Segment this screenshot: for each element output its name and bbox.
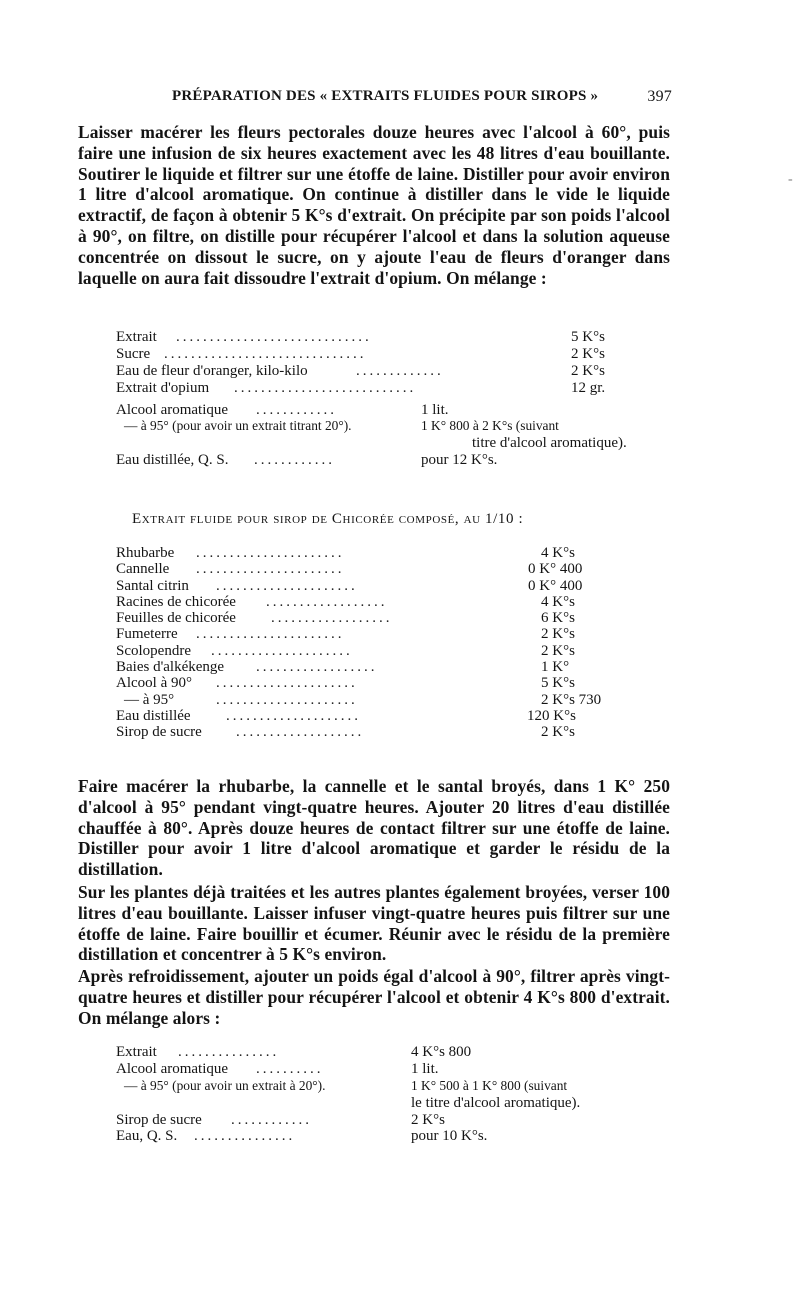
- formula-3-row: [116, 1061, 636, 1078]
- paragraph-1-text: Laisser macérer les fleurs pectorales douze heures avec l'alcool à 60°, puis faire une infusion de six heures exactement avec les 48 litres d'eau bouillante. Soutirer le liquide et filtrer sur une étoffe de laine. Distiller pour avoir environ 1 litre d'alcool aromatique. On continue à distiller dans le vide le liquide extractif, de façon à obtenir 5 K°s d'extrait. On précipite par son poids l'alcool à 90°, on filtre, on distille pour récupérer l'alcool et dans la solution aqueuse concentrée on dissout le sucre, on y ajoute l'eau de fleurs d'oranger dans laquelle on aura fait dissoudre l'extrait d'opium. On mélange :: [78, 122, 670, 288]
- formula-3-label: — à 95° (pour avoir un extrait à 20°).: [124, 1077, 326, 1093]
- leader-dots: ......................: [196, 561, 345, 578]
- leader-dots: .....................: [211, 642, 353, 659]
- formula-3-extra: le titre d'alcool aromatique).: [411, 1094, 581, 1111]
- formula-2-row: [116, 594, 636, 610]
- formula-2-label: Fumeterre: [116, 626, 178, 643]
- formula-2-amount: 2 K°s 730: [541, 691, 602, 708]
- formula-2-row: [116, 659, 636, 675]
- formula-1-label: Eau de fleur d'oranger, kilo-kilo: [116, 362, 308, 379]
- leader-dots: .....................: [216, 675, 358, 692]
- formula-2-row: [116, 561, 636, 577]
- formula-3-table: [116, 1044, 636, 1145]
- formula-2-amount: 1 K°: [541, 659, 570, 676]
- formula-2-row: [116, 626, 636, 642]
- leader-dots: ..........: [256, 1060, 324, 1077]
- running-title: PRÉPARATION DES « EXTRAITS FLUIDES POUR SIROPS »: [172, 88, 599, 104]
- leader-dots: ..................: [256, 659, 378, 676]
- formula-1-label: Sucre: [116, 345, 151, 362]
- formula-2-amount: 120 K°s: [527, 707, 576, 724]
- paragraph-4: [78, 966, 670, 1028]
- formula-1-amount: 12 gr.: [571, 379, 606, 396]
- leader-dots: .............: [356, 362, 444, 379]
- formula-1-row: [116, 329, 636, 346]
- leader-dots: ..................: [271, 610, 393, 627]
- formula-3-row: [116, 1112, 636, 1129]
- formula-2-table: [116, 545, 636, 741]
- formula-1-amount: 1 lit.: [421, 401, 449, 418]
- leader-dots: ...................: [236, 724, 365, 741]
- formula-2-amount: 2 K°s: [541, 724, 575, 741]
- formula-3-amount: 2 K°s: [411, 1111, 445, 1128]
- formula-3-label: Eau, Q. S.: [116, 1128, 178, 1145]
- running-header: [172, 88, 672, 110]
- paragraph-3: [78, 882, 670, 965]
- formula-2-row: [116, 675, 636, 691]
- formula-2-row: [116, 708, 636, 724]
- formula-2-amount: 2 K°s: [541, 626, 575, 643]
- formula-3-label: Sirop de sucre: [116, 1111, 202, 1128]
- formula-3-label: Alcool aromatique: [116, 1060, 229, 1077]
- leader-dots: .....................: [216, 691, 358, 708]
- formula-2-amount: 0 K° 400: [528, 577, 583, 594]
- formula-3-label: Extrait: [116, 1044, 157, 1060]
- formula-1-amount: 1 K° 800 à 2 K°s (suivant: [421, 418, 559, 434]
- paragraph-3-text: Sur les plantes déjà traitées et les autres plantes également broyées, verser 100 litres d'eau bouillante. Laisser infuser vingt-quatre heures puis filtrer sur une étoffe de laine. Faire bouillir et écumer. Réunir avec le résidu de la première distillation et concentrer à 5 K°s environ.: [78, 882, 670, 965]
- formula-2-label: Santal citrin: [116, 577, 189, 594]
- formula-1-amount: 5 K°s: [571, 329, 605, 345]
- formula-1-table: [116, 329, 636, 469]
- formula-2-amount: 4 K°s: [541, 545, 575, 561]
- formula-2-label: Eau distillée: [116, 707, 191, 724]
- formula-2-amount: 5 K°s: [541, 675, 575, 692]
- leader-dots: ......................: [196, 545, 345, 561]
- leader-dots: ...........................: [234, 379, 417, 396]
- formula-1-label: Alcool aromatique: [116, 401, 229, 418]
- page-number: 397: [647, 88, 672, 105]
- leader-dots: ......................: [196, 626, 345, 643]
- leader-dots: .............................: [176, 329, 372, 345]
- formula-2-row: [116, 610, 636, 626]
- formula-1-label: Extrait d'opium: [116, 379, 210, 396]
- formula-3-amount: 1 lit.: [411, 1060, 439, 1077]
- formula-1-amount: 2 K°s: [571, 345, 605, 362]
- formula-3-amount: 4 K°s 800: [411, 1044, 472, 1060]
- formula-2-amount: 4 K°s: [541, 593, 575, 610]
- leader-dots: ....................: [226, 707, 361, 724]
- formula-2-row: [116, 643, 636, 659]
- formula-2-label: Rhubarbe: [116, 545, 175, 561]
- formula-1-label: Eau distillée, Q. S.: [116, 452, 229, 469]
- formula-1-row: [116, 435, 636, 452]
- formula-2-label: Racines de chicorée: [116, 593, 236, 610]
- formula-1-amount: 2 K°s: [571, 362, 605, 379]
- formula-2-row: [116, 545, 636, 561]
- formula-1-amount: pour 12 K°s.: [421, 452, 498, 469]
- formula-2-row: [116, 578, 636, 594]
- formula-2-label: Cannelle: [116, 561, 170, 578]
- leader-dots: ..............................: [164, 345, 367, 362]
- leader-dots: ............: [231, 1111, 312, 1128]
- paragraph-2: [78, 776, 670, 880]
- formula-1-row: [116, 380, 636, 397]
- formula-3-amount: pour 10 K°s.: [411, 1128, 488, 1145]
- formula-2-label: Feuilles de chicorée: [116, 610, 236, 627]
- formula-1-row: [116, 363, 636, 380]
- formula-2-label: Alcool à 90°: [116, 675, 192, 692]
- formula-2-amount: 2 K°s: [541, 642, 575, 659]
- formula-1-row: [116, 452, 636, 469]
- section-title: Extrait fluide pour sirop de Chicorée composé, au 1/10 :: [132, 511, 524, 527]
- formula-3-amount: 1 K° 500 à 1 K° 800 (suivant: [411, 1077, 568, 1093]
- formula-2-amount: 6 K°s: [541, 610, 575, 627]
- leader-dots: ..................: [266, 593, 388, 610]
- formula-1-row: [116, 346, 636, 363]
- formula-1-label: — à 95° (pour avoir un extrait titrant 20°).: [124, 418, 352, 434]
- margin-mark: -: [788, 172, 793, 187]
- leader-dots: .....................: [216, 577, 358, 594]
- formula-1-row: [116, 418, 636, 435]
- leader-dots: ...............: [194, 1128, 296, 1145]
- leader-dots: ...............: [178, 1044, 280, 1060]
- formula-2-label: Sirop de sucre: [116, 724, 202, 741]
- paragraph-4-text: Après refroidissement, ajouter un poids égal d'alcool à 90°, filtrer après vingt-quatre heures et distiller pour récupérer l'alcool et obtenir 4 K°s 800 d'extrait. On mélange alors :: [78, 966, 670, 1028]
- leader-dots: ............: [254, 452, 335, 469]
- formula-1-extra: titre d'alcool aromatique).: [472, 435, 627, 452]
- formula-2-label: — à 95°: [124, 691, 175, 708]
- formula-2-row: [116, 724, 636, 740]
- formula-3-row: [116, 1044, 636, 1061]
- leader-dots: ............: [256, 401, 337, 418]
- formula-3-row: [116, 1078, 636, 1095]
- formula-2-row: [116, 692, 636, 708]
- formula-3-row: [116, 1095, 636, 1112]
- paragraph-2-text: Faire macérer la rhubarbe, la cannelle et le santal broyés, dans 1 K° 250 d'alcool à 95° pendant vingt-quatre heures. Ajouter 20 litres d'eau distillée chauffée à 80°. Après douze heures de contact filtrer sur une étoffe de laine. Distiller pour avoir 1 litre d'alcool aromatique et garder le résidu de la distillation.: [78, 776, 670, 880]
- formula-2-amount: 0 K° 400: [528, 561, 583, 578]
- formula-2-label: Baies d'alkékenge: [116, 659, 225, 676]
- paragraph-1: [78, 122, 670, 288]
- formula-3-row: [116, 1128, 636, 1145]
- formula-2-label: Scolopendre: [116, 642, 191, 659]
- formula-1-row: [116, 402, 636, 419]
- formula-1-label: Extrait: [116, 329, 157, 345]
